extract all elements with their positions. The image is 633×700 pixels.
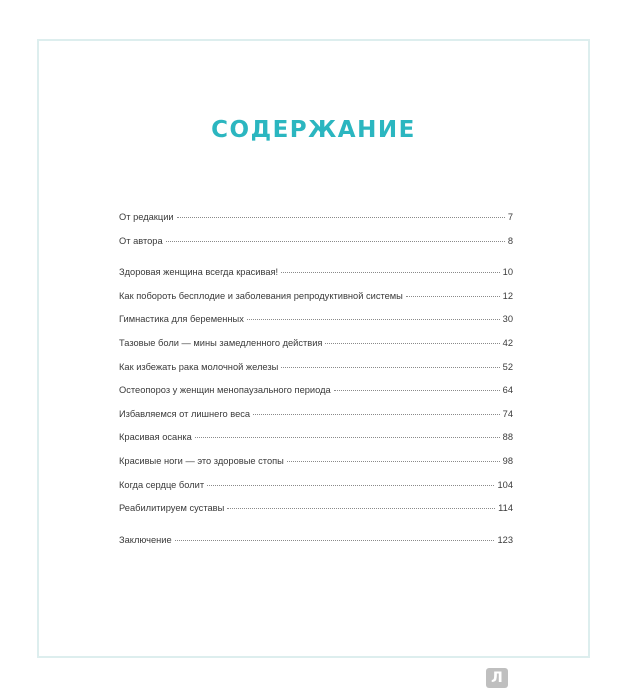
toc-entry [119,456,513,480]
dot-leader [406,296,500,297]
toc-entry-page: 30 [502,314,513,325]
toc-entry-page: 42 [502,337,513,348]
dot-leader [195,437,500,438]
dot-leader [281,367,499,368]
toc-entry-title: Как избежать рака молочной железы [119,361,279,372]
toc-entry-title: Заключение [119,534,172,545]
dot-leader [177,217,505,218]
toc-entry-page: 88 [502,432,513,443]
toc-entry-page: 98 [502,455,513,466]
toc-entry-page: 8 [507,235,513,246]
dot-leader [207,485,494,486]
toc-entry-title: Здоровая женщина всегда красивая! [119,267,279,278]
dot-leader [281,272,500,273]
dot-leader [253,414,500,415]
toc-entry-title: Как побороть бесплодие и заболевания репродуктивной системы [119,290,403,301]
labirint-logo-icon: Л [486,668,508,688]
toc-entry-page: 12 [502,290,513,301]
toc-entry-title: От редакции [119,212,174,222]
toc-entry [119,409,513,433]
toc-entry-page: 7 [507,212,513,222]
toc-entry [119,236,513,260]
toc-entry [119,385,513,409]
toc-entry-title: От автора [119,235,163,246]
dot-leader [227,508,495,509]
table-of-contents [119,212,513,558]
dot-leader [166,241,505,242]
toc-entry [119,362,513,386]
toc-entry-page: 104 [497,479,513,490]
toc-entry [119,535,513,559]
toc-entry-title: Гимнастика для беременных [119,314,244,325]
page-title: СОДЕРЖАНИЕ [211,117,416,143]
toc-entry-page: 64 [502,385,513,396]
toc-entry-title: Когда сердце болит [119,479,205,490]
toc-entry [119,267,513,291]
toc-entry-page: 10 [502,267,513,278]
dot-leader [175,540,495,541]
toc-entry [119,432,513,456]
toc-entry-title: Красивые ноги — это здоровые стопы [119,455,284,466]
toc-entry-page: 74 [502,408,513,419]
toc-entry-page: 52 [502,361,513,372]
toc-entry-title: Избавляемся от лишнего веса [119,408,251,419]
toc-entry [119,503,513,527]
dot-leader [247,319,500,320]
toc-entry [119,480,513,504]
toc-entry-page: 114 [498,503,513,514]
toc-entry [119,338,513,362]
toc-entry [119,291,513,315]
dot-leader [287,461,500,462]
toc-entry-page: 123 [497,534,513,545]
toc-entry-title: Тазовые боли — мины замедленного действия [119,337,323,348]
toc-entry-title: Реабилитируем суставы [119,503,225,514]
book-page [37,39,590,658]
toc-entry [119,212,513,236]
toc-entry [119,314,513,338]
toc-entry-title: Красивая осанка [119,432,192,443]
dot-leader [334,390,500,391]
dot-leader [325,343,499,344]
toc-entry-title: Остеопороз у женщин менопаузального периода [119,385,331,396]
